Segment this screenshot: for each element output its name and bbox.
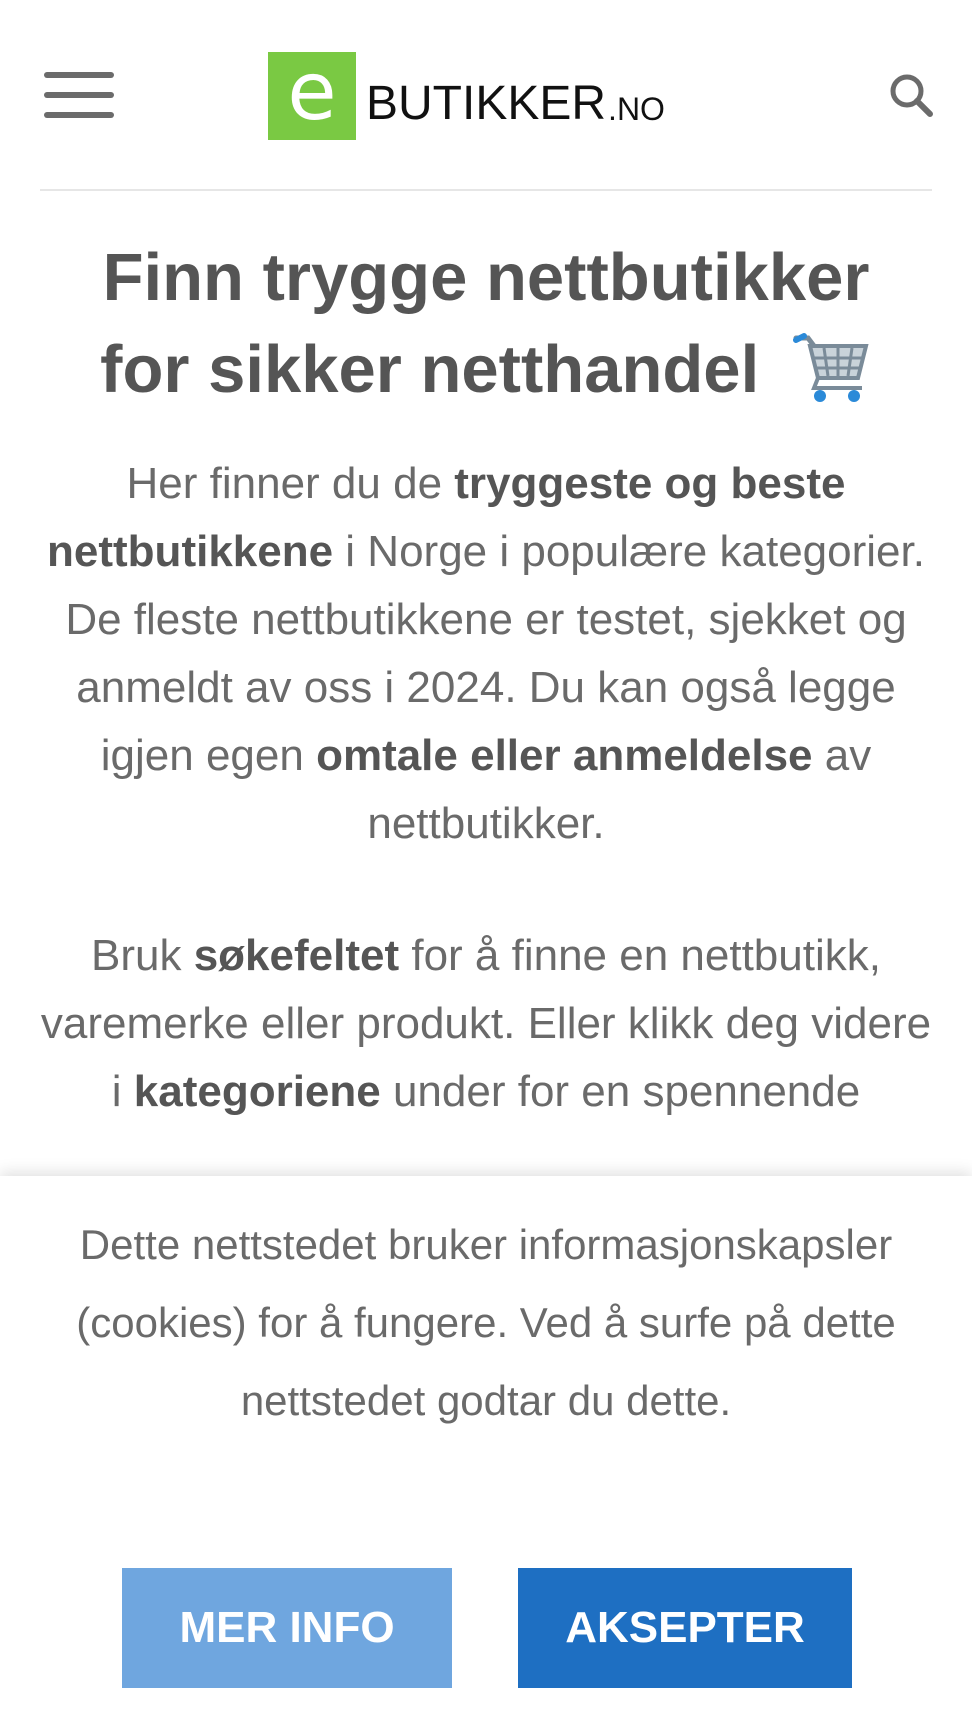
logo-e-mark: e xyxy=(268,52,356,140)
title-line-2: for sikker netthandel xyxy=(100,332,760,407)
title-line-1: Finn trygge nettbutikker xyxy=(102,240,870,315)
intro-text-1: Her finner du de xyxy=(126,459,455,508)
cookie-banner xyxy=(0,1176,972,1728)
hint-text-1: Bruk xyxy=(91,931,194,980)
intro-text-2: i Norge i populære kategorier. De fleste nettbutikkene er testet, sjekket og anmeldt av oss i 2024. Du kan også legge igjen egen xyxy=(65,527,925,780)
search-hint-paragraph xyxy=(40,922,932,1126)
logo-tld: .NO xyxy=(608,91,665,127)
hint-bold-2: kategoriene xyxy=(133,1067,381,1116)
hint-text-3: under for en spennende xyxy=(380,1067,861,1116)
more-info-button[interactable]: MER INFO xyxy=(122,1568,452,1688)
hint-text-2: for å finne en nettbutikk, varemerke eller produkt. Eller klikk deg videre i xyxy=(40,931,932,1116)
hint-bold-1: søkefeltet xyxy=(193,931,400,980)
intro-text-3: av nettbutikker. xyxy=(367,731,872,848)
cookie-message: Dette nettstedet bruker informasjonskapsler (cookies) for å fungere. Ved å surfe på dette nettstedet godtar du dette. xyxy=(76,1221,896,1424)
shopping-cart-icon xyxy=(792,330,872,406)
hamburger-menu-icon[interactable] xyxy=(44,68,116,122)
accept-cookies-button[interactable]: AKSEPTER xyxy=(518,1568,852,1688)
intro-bold-2: omtale eller anmeldelse xyxy=(316,731,813,780)
logo-wordmark: BUTIKKER xyxy=(366,77,607,130)
search-icon[interactable] xyxy=(888,72,934,118)
header-divider xyxy=(40,189,932,191)
page-title xyxy=(40,232,932,416)
site-logo[interactable] xyxy=(268,45,665,140)
intro-bold-1: tryggeste og beste nettbutikkene xyxy=(47,459,846,576)
intro-paragraph xyxy=(40,450,932,858)
site-header xyxy=(0,0,972,190)
